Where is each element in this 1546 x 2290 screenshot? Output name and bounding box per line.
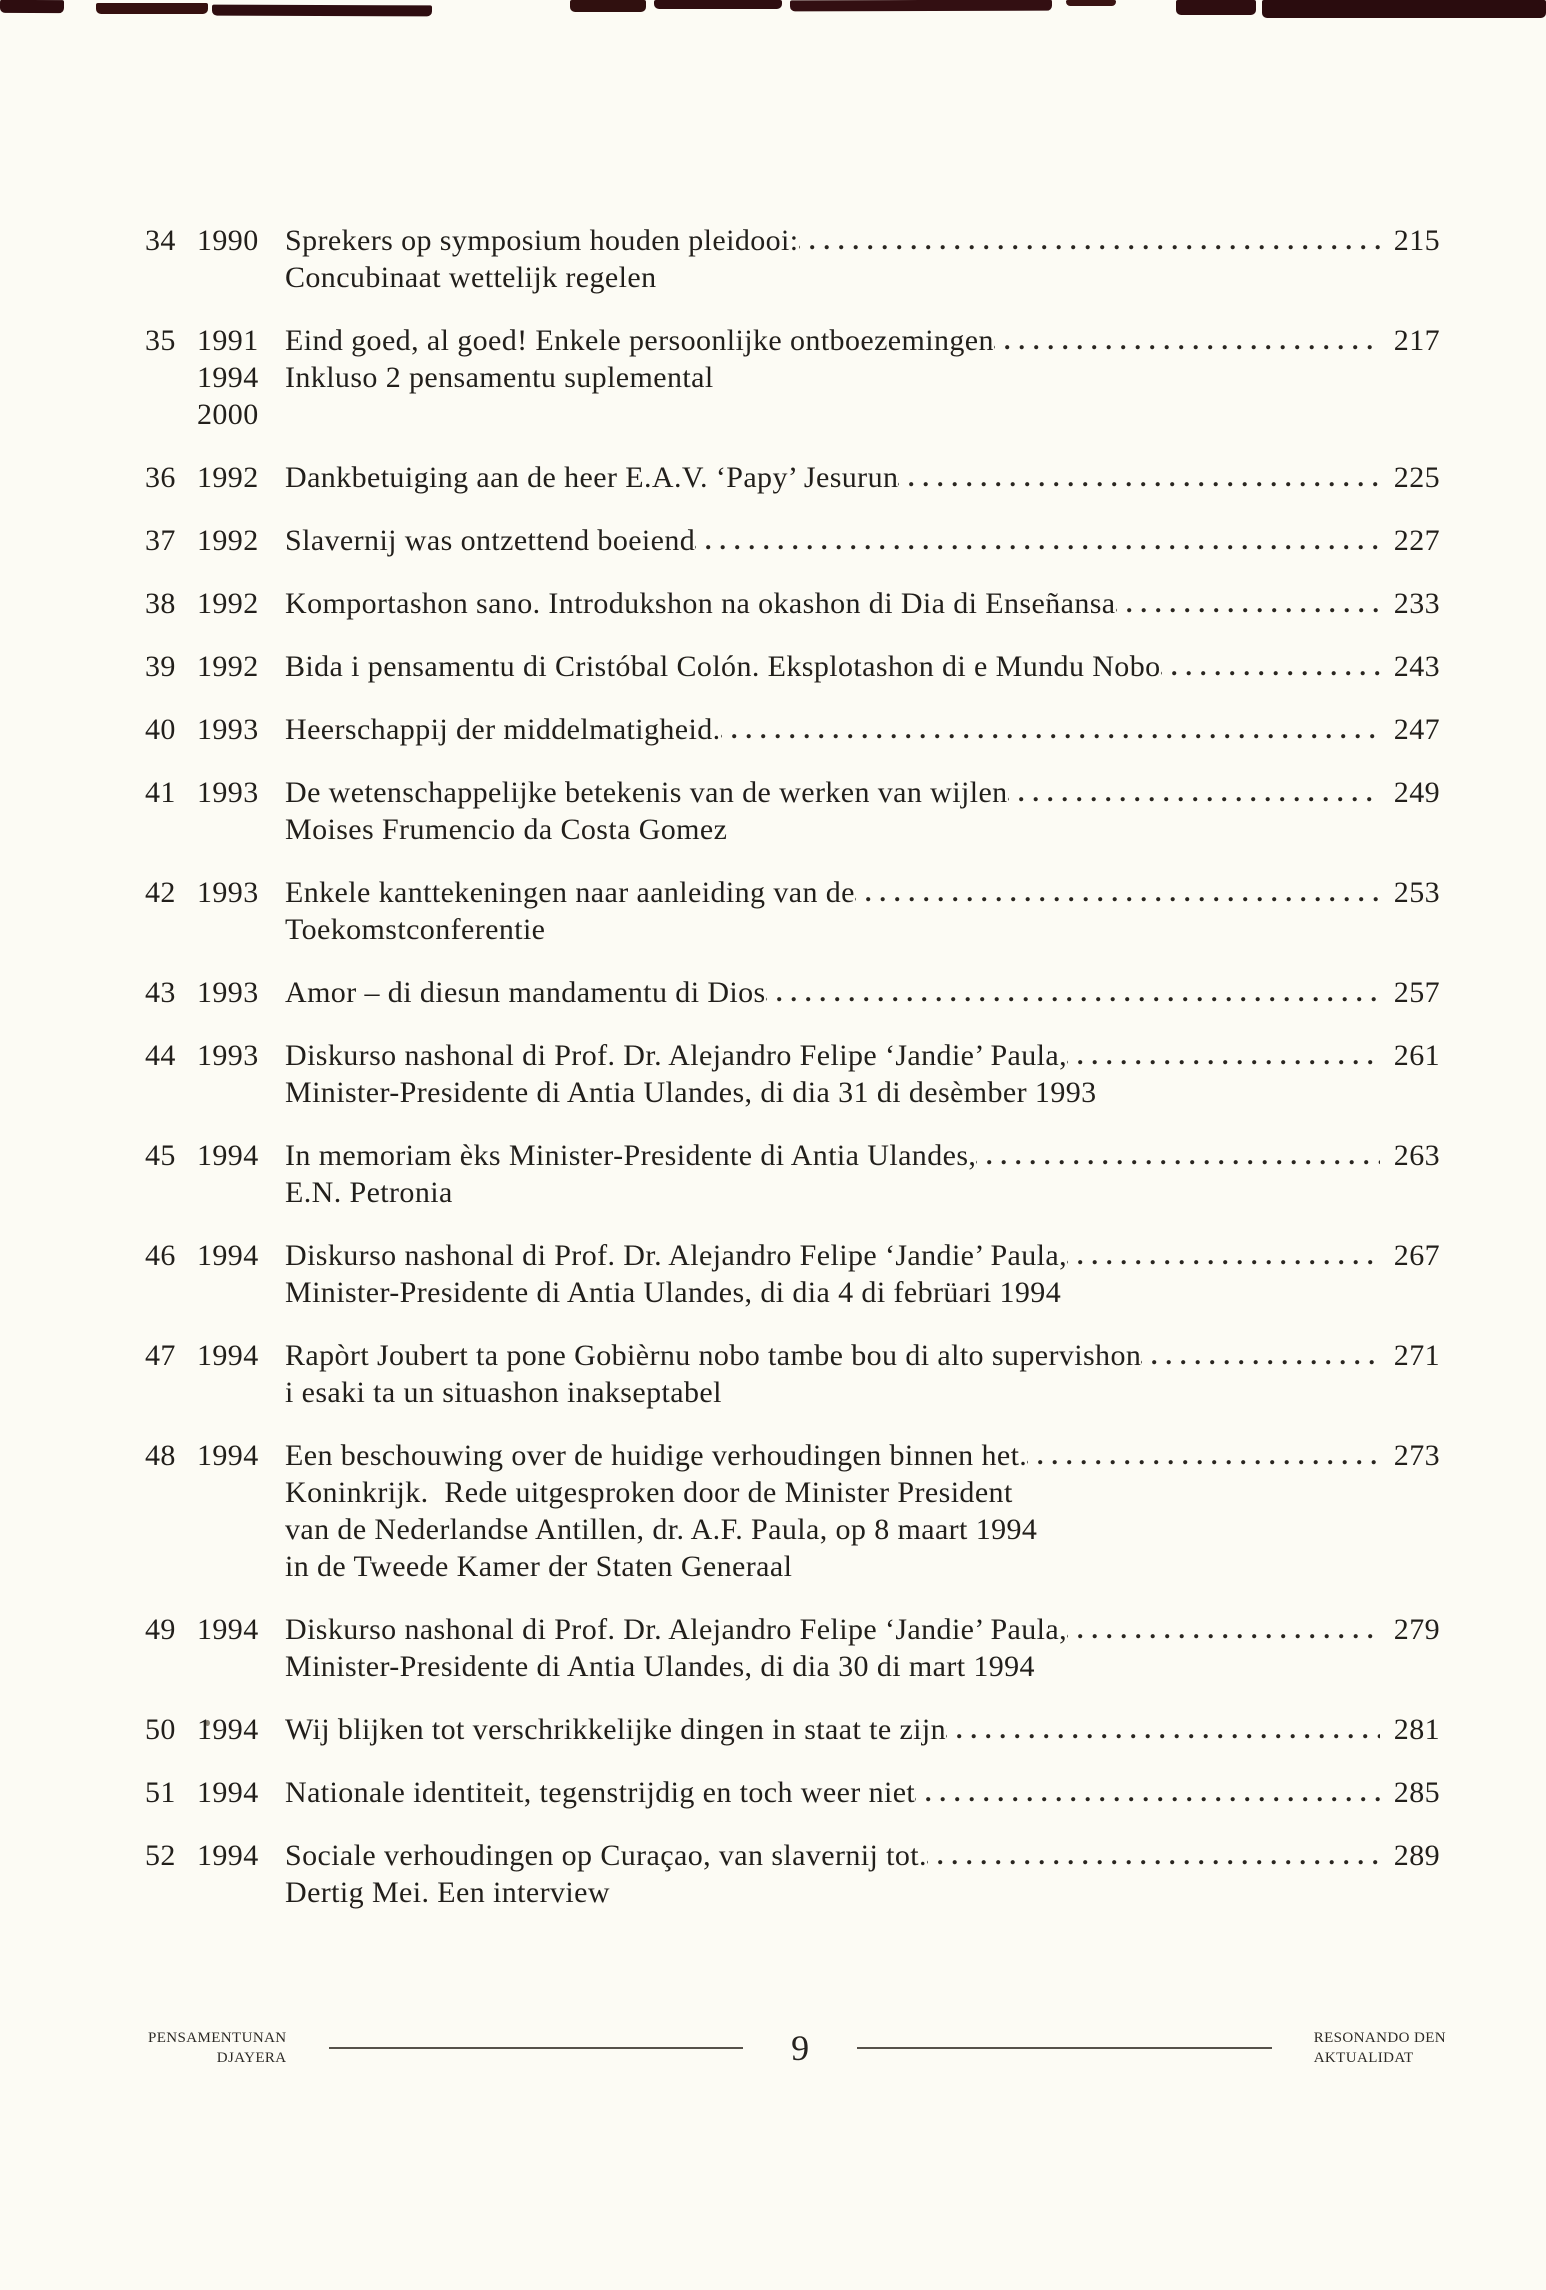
- entry-year: 1993: [197, 776, 259, 809]
- entry-title: [285, 1237, 1382, 1311]
- scan-artifact: [570, 0, 646, 12]
- toc-entry: [145, 322, 1440, 433]
- toc-entry: [145, 522, 1440, 559]
- entry-number: 50: [145, 1713, 176, 1746]
- entry-title-line: [285, 1611, 1382, 1648]
- dot-leader: [994, 322, 1380, 359]
- entry-page-number: 233: [1393, 587, 1440, 620]
- entry-year: 1994: [197, 1239, 259, 1272]
- entry-title: [285, 711, 1382, 748]
- entry-year: 1993: [197, 876, 259, 909]
- entry-year: 1994: [197, 1613, 259, 1646]
- entry-title-line: [285, 1648, 1382, 1685]
- dot-leader: [946, 1711, 1380, 1748]
- entry-year: 2000: [197, 398, 259, 431]
- entry-title-line: [285, 1548, 1382, 1585]
- entry-title: [285, 974, 1382, 1011]
- entry-title-text: Amor – di diesun mandamentu di Dios: [285, 976, 766, 1009]
- dot-leader: [1027, 1437, 1380, 1474]
- entry-title-line: [285, 222, 1382, 259]
- entry-title-text: Dertig Mei. Een interview: [285, 1876, 610, 1909]
- entry-years: [197, 1611, 285, 1648]
- scan-artifact: [212, 5, 432, 17]
- entry-number: 39: [145, 650, 176, 683]
- entry-years: [197, 222, 285, 259]
- entry-number: 49: [145, 1613, 176, 1646]
- entry-title: [285, 1037, 1382, 1111]
- entry-years: [197, 459, 285, 496]
- entry-title-text: De wetenschappelijke betekenis van de werken van wijlen: [285, 776, 1008, 809]
- entry-page-number: 289: [1393, 1839, 1440, 1872]
- entry-years: [197, 874, 285, 911]
- entry-years: [197, 1774, 285, 1811]
- entry-year: 1994: [197, 1139, 259, 1172]
- entry-number: 46: [145, 1239, 176, 1272]
- entry-page-number: 247: [1393, 713, 1440, 746]
- entry-title-text: Minister-Presidente di Antia Ulandes, di dia 31 di desèmber 1993: [285, 1076, 1097, 1109]
- entry-title-text: Nationale identiteit, tegenstrijdig en toch weer niet: [285, 1776, 916, 1809]
- dot-leader: [898, 459, 1380, 496]
- scan-artifact: [1066, 0, 1116, 6]
- entry-page-number: 279: [1393, 1613, 1440, 1646]
- entry-title-line: [285, 1037, 1382, 1074]
- entry-number: 47: [145, 1339, 176, 1372]
- entry-year: 1994: [197, 1839, 259, 1872]
- entry-title-line: [285, 1474, 1382, 1511]
- entry-years: [197, 1237, 285, 1274]
- entry-title-text: Dankbetuiging aan de heer E.A.V. ‘Papy’ Jesurun: [285, 461, 899, 494]
- entry-title-text: Komportashon sano. Introdukshon na okashon di Dia di Enseñansa: [285, 587, 1116, 620]
- entry-title-line: [285, 874, 1382, 911]
- scan-artifact: [96, 3, 208, 14]
- dot-leader: [1067, 1611, 1380, 1648]
- toc-entry: [145, 1237, 1440, 1311]
- entry-title-line: [285, 1137, 1382, 1174]
- entry-title-text: Enkele kanttekeningen naar aanleiding van de: [285, 876, 855, 909]
- entry-page-number: 263: [1393, 1139, 1440, 1172]
- entry-number: 40: [145, 713, 176, 746]
- entry-year: 1994: [197, 1713, 259, 1746]
- dot-leader: [1008, 774, 1380, 811]
- dot-leader: [855, 874, 1380, 911]
- entry-years: [197, 1037, 285, 1074]
- entry-title-line: [285, 711, 1382, 748]
- toc-entry: [145, 1137, 1440, 1211]
- dot-leader: [721, 711, 1380, 748]
- entry-page-number: 267: [1393, 1239, 1440, 1272]
- entry-year: 1994: [197, 361, 259, 394]
- entry-title-text: Inkluso 2 pensamentu suplemental: [285, 361, 714, 394]
- entry-title-text: Toekomstconferentie: [285, 913, 546, 946]
- entry-title-line: [285, 1237, 1382, 1274]
- entry-title-text: Wij blijken tot verschrikkelijke dingen in staat te zijn: [285, 1713, 947, 1746]
- entry-page-number: 217: [1393, 324, 1440, 357]
- entry-title-line: [285, 1837, 1382, 1874]
- entry-title-text: Een beschouwing over de huidige verhoudingen binnen het.: [285, 1439, 1028, 1472]
- entry-years: [197, 1337, 285, 1374]
- entry-year: 1994: [197, 1776, 259, 1809]
- entry-title-text: E.N. Petronia: [285, 1176, 453, 1209]
- footer-left-line2: DJAYERA: [216, 2050, 287, 2066]
- entry-years: [197, 522, 285, 559]
- entry-page-number: 227: [1393, 524, 1440, 557]
- entry-title-line: [285, 585, 1382, 622]
- dot-leader: [1067, 1237, 1380, 1274]
- entry-number: 51: [145, 1776, 176, 1809]
- entry-title-line: [285, 322, 1382, 359]
- entry-page-number: 273: [1393, 1439, 1440, 1472]
- entry-number: 44: [145, 1039, 176, 1072]
- toc-entry: [145, 1711, 1440, 1748]
- entry-year: 1993: [197, 1039, 259, 1072]
- scan-artifact: [1262, 0, 1546, 18]
- entry-page-number: 257: [1393, 976, 1440, 1009]
- toc-entry: [145, 585, 1440, 622]
- scan-artifact: [0, 0, 64, 13]
- entry-years: [197, 711, 285, 748]
- entry-title: [285, 322, 1382, 396]
- toc-entry: [145, 1437, 1440, 1585]
- entry-year: 1994: [197, 1339, 259, 1372]
- entry-page-number: 215: [1393, 224, 1440, 257]
- entry-page-number: 261: [1393, 1039, 1440, 1072]
- toc-entry: [145, 459, 1440, 496]
- entry-title-text: Eind goed, al goed! Enkele persoonlijke ontboezemingen: [285, 324, 994, 357]
- toc-entry: [145, 648, 1440, 685]
- scan-artifact: [1176, 0, 1256, 15]
- entry-year: 1992: [197, 461, 259, 494]
- entry-title: [285, 1437, 1382, 1585]
- entry-title-text: Diskurso nashonal di Prof. Dr. Alejandro Felipe ‘Jandie’ Paula,: [285, 1239, 1068, 1272]
- footer-page-number: 9: [791, 2028, 810, 2068]
- entry-title-line: [285, 1711, 1382, 1748]
- footer-right-label: [1314, 2028, 1446, 2068]
- dot-leader: [1116, 585, 1380, 622]
- entry-number: 45: [145, 1139, 176, 1172]
- entry-year: 1992: [197, 524, 259, 557]
- entry-title-text: Concubinaat wettelijk regelen: [285, 261, 657, 294]
- entry-title-text: Rapòrt Joubert ta pone Gobièrnu nobo tambe bou di alto supervishon: [285, 1339, 1142, 1372]
- entry-title: [285, 648, 1382, 685]
- entry-title: [285, 522, 1382, 559]
- entry-title-text: van de Nederlandse Antillen, dr. A.F. Paula, op 8 maart 1994: [285, 1513, 1038, 1546]
- entry-page-number: 225: [1393, 461, 1440, 494]
- entry-years: [197, 322, 285, 433]
- entry-title: [285, 1611, 1382, 1685]
- toc-entry: [145, 1774, 1440, 1811]
- entry-title-text: Minister-Presidente di Antia Ulandes, di dia 30 di mart 1994: [285, 1650, 1035, 1683]
- entry-title: [285, 874, 1382, 948]
- entry-number: 42: [145, 876, 176, 909]
- dot-leader: [927, 1837, 1380, 1874]
- entry-title-line: [285, 648, 1382, 685]
- entry-title-line: [285, 1074, 1382, 1111]
- entry-title: [285, 1711, 1382, 1748]
- entry-title-line: [285, 1274, 1382, 1311]
- entry-title: [285, 1837, 1382, 1911]
- entry-title-line: [285, 811, 1382, 848]
- entry-title-line: [285, 1511, 1382, 1548]
- entry-number: 35: [145, 324, 176, 357]
- entry-number: 34: [145, 224, 176, 257]
- entry-years: [197, 974, 285, 1011]
- scan-artifact: [790, 0, 1052, 11]
- entry-title-text: Sprekers op symposium houden pleidooi:: [285, 224, 799, 257]
- footer-left-line1: PENSAMENTUNAN: [148, 2030, 287, 2046]
- entry-title-text: Koninkrijk. Rede uitgesproken door de Minister President: [285, 1476, 1013, 1509]
- entry-title-text: Sociale verhoudingen op Curaçao, van slavernij tot.: [285, 1839, 927, 1872]
- entry-page-number: 253: [1393, 876, 1440, 909]
- entry-number: 37: [145, 524, 176, 557]
- entry-title-text: Diskurso nashonal di Prof. Dr. Alejandro Felipe ‘Jandie’ Paula,: [285, 1039, 1068, 1072]
- entry-years: [197, 774, 285, 811]
- footer-rule-left: [329, 2047, 744, 2049]
- footer-left-label: [148, 2028, 287, 2068]
- entry-years: [197, 1837, 285, 1874]
- entry-year: 1991: [197, 324, 259, 357]
- entry-title-line: [285, 911, 1382, 948]
- entry-page-number: 285: [1393, 1776, 1440, 1809]
- entry-year: 1993: [197, 976, 259, 1009]
- entry-number: 52: [145, 1839, 176, 1872]
- toc-entry: [145, 974, 1440, 1011]
- entry-page-number: 243: [1393, 650, 1440, 683]
- entry-title-text: Diskurso nashonal di Prof. Dr. Alejandro Felipe ‘Jandie’ Paula,: [285, 1613, 1068, 1646]
- entry-title: [285, 222, 1382, 296]
- entry-number: 36: [145, 461, 176, 494]
- toc-entry: [145, 1837, 1440, 1911]
- entry-year: 1992: [197, 587, 259, 620]
- entry-title: [285, 585, 1382, 622]
- entry-title: [285, 1337, 1382, 1411]
- entry-title-line: [285, 974, 1382, 1011]
- entry-title-text: in de Tweede Kamer der Staten Generaal: [285, 1550, 793, 1583]
- entry-years: [197, 1437, 285, 1474]
- entry-title-text: i esaki ta un situashon inakseptabel: [285, 1376, 722, 1409]
- entry-title-text: Minister-Presidente di Antia Ulandes, di dia 4 di febrüari 1994: [285, 1276, 1062, 1309]
- entry-number: 48: [145, 1439, 176, 1472]
- entry-years: [197, 1137, 285, 1174]
- entry-year: 1993: [197, 713, 259, 746]
- entry-page-number: 271: [1393, 1339, 1440, 1372]
- toc-entry: [145, 874, 1440, 948]
- entry-year: 1992: [197, 650, 259, 683]
- entry-title-text: In memoriam èks Minister-Presidente di Antia Ulandes,: [285, 1139, 977, 1172]
- entry-title-line: [285, 359, 1382, 396]
- toc-entry: [145, 1611, 1440, 1685]
- scan-artifact: [654, 0, 782, 9]
- toc-entry: [145, 1037, 1440, 1111]
- entry-title-line: [285, 1874, 1382, 1911]
- entry-number: 41: [145, 776, 176, 809]
- entry-title-text: Heerschappij der middelmatigheid.: [285, 713, 721, 746]
- dot-leader: [1141, 1337, 1380, 1374]
- toc-entry: [145, 1337, 1440, 1411]
- entry-title-line: [285, 459, 1382, 496]
- dot-leader: [766, 974, 1380, 1011]
- entry-title-line: [285, 774, 1382, 811]
- toc-list: [145, 222, 1440, 1937]
- entry-title-line: [285, 1437, 1382, 1474]
- footer-rule-right: [857, 2047, 1272, 2049]
- entry-title-line: [285, 1337, 1382, 1374]
- dot-leader: [695, 522, 1380, 559]
- entry-title-text: Slavernij was ontzettend boeiend: [285, 524, 696, 557]
- entry-title: [285, 774, 1382, 848]
- entry-title: [285, 1774, 1382, 1811]
- entry-number: 43: [145, 976, 176, 1009]
- entry-title-line: [285, 259, 1382, 296]
- toc-entry: [145, 774, 1440, 848]
- entry-title-text: Bida i pensamentu di Cristóbal Colón. Eksplotashon di e Mundu Nobo: [285, 650, 1161, 683]
- entry-number: 38: [145, 587, 176, 620]
- entry-years: [197, 648, 285, 685]
- page-footer: [148, 2028, 1446, 2068]
- dot-leader: [1161, 648, 1380, 685]
- entry-title-line: [285, 1374, 1382, 1411]
- toc-entry: [145, 222, 1440, 296]
- entry-title-text: Moises Frumencio da Costa Gomez: [285, 813, 728, 846]
- dot-leader: [915, 1774, 1380, 1811]
- entry-title-line: [285, 1174, 1382, 1211]
- entry-title-line: [285, 1774, 1382, 1811]
- toc-entry: [145, 711, 1440, 748]
- entry-page-number: 281: [1393, 1713, 1440, 1746]
- entry-year: 1994: [197, 1439, 259, 1472]
- dot-leader: [1067, 1037, 1380, 1074]
- entry-title: [285, 459, 1382, 496]
- entry-page-number: 249: [1393, 776, 1440, 809]
- entry-years: [197, 1711, 285, 1748]
- footer-right-line1: RESONANDO DEN: [1313, 2030, 1446, 2046]
- entry-year: 1990: [197, 224, 259, 257]
- entry-years: [197, 585, 285, 622]
- entry-title: [285, 1137, 1382, 1211]
- dot-leader: [799, 222, 1381, 259]
- footer-right-line2: AKTUALIDAT: [1313, 2050, 1414, 2066]
- entry-title-line: [285, 522, 1382, 559]
- dot-leader: [976, 1137, 1380, 1174]
